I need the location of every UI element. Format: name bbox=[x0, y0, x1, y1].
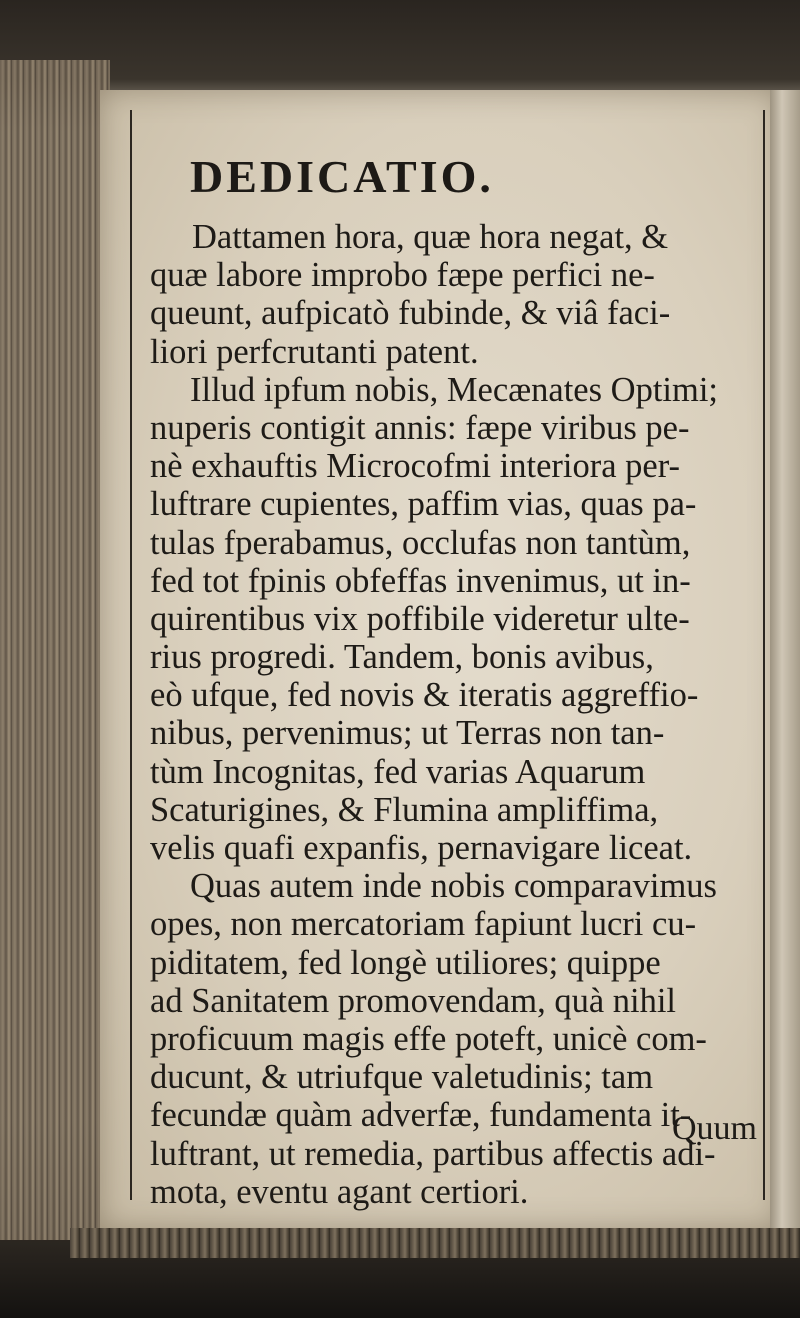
body-text bbox=[150, 218, 762, 1211]
text-line: ad Sanitatem promovendam, quà nihil bbox=[150, 981, 677, 1020]
page-bottom-edge bbox=[70, 1228, 800, 1258]
book-gutter bbox=[770, 90, 800, 1230]
text-line: nuperis contigit annis: fæpe viribus pe- bbox=[150, 408, 690, 447]
text-line: piditatem, fed longè utiliores; quippe bbox=[150, 943, 661, 982]
right-margin-rule bbox=[763, 110, 765, 1200]
text-line: Scaturigines, & Flumina ampliffima, bbox=[150, 790, 659, 829]
text-line: quæ labore improbo fæpe perfici ne- bbox=[150, 256, 655, 295]
text-line: opes, non mercatoriam fapiunt lucri cu- bbox=[150, 905, 697, 944]
text-line: ducunt, & utriufque valetudinis; tam bbox=[150, 1058, 654, 1097]
text-line: mota, eventu agant certiori. bbox=[150, 1172, 529, 1211]
text-line: nibus, pervenimus; ut Terras non tan- bbox=[150, 714, 665, 753]
text-line: eò ufque, fed novis & iteratis aggreffio- bbox=[150, 676, 699, 715]
text-line: nè exhauftis Microcofmi interiora per- bbox=[150, 447, 681, 486]
left-margin-rule bbox=[130, 110, 132, 1200]
text-line: fed tot fpinis obfeffas invenimus, ut in- bbox=[150, 561, 691, 600]
book-page-edges bbox=[0, 60, 110, 1240]
text-line: luftrant, ut remedia, partibus affectis adi- bbox=[150, 1134, 716, 1173]
text-line: fecundæ quàm adverfæ, fundamenta it- bbox=[150, 1096, 692, 1135]
text-line: proficuum magis effe poteft, unicè com- bbox=[150, 1019, 707, 1058]
page-heading: DEDICATIO. bbox=[190, 151, 494, 202]
text-line: Quas autem inde nobis comparavimus bbox=[190, 867, 717, 906]
text-line: luftrare cupientes, paffim vias, quas pa- bbox=[150, 485, 697, 524]
text-line: rius progredi. Tandem, bonis avibus, bbox=[150, 638, 654, 677]
text-line: Dattamen hora, quæ hora negat, & bbox=[192, 218, 669, 256]
text-line: queunt, aufpicatò fubinde, & viâ faci- bbox=[150, 294, 671, 333]
text-line: quirentibus vix poffibile videretur ulte- bbox=[150, 599, 690, 638]
text-line: tulas fperabamus, occlufas non tantùm, bbox=[150, 523, 691, 562]
text-line: Illud ipfum nobis, Mecænates Optimi; bbox=[190, 370, 718, 409]
text-line: tùm Incognitas, fed varias Aquarum bbox=[150, 752, 646, 791]
text-line: liori perfcrutanti patent. bbox=[150, 332, 479, 371]
catchword: Quum bbox=[672, 1110, 757, 1147]
text-line: velis quafi expanfis, pernavigare liceat. bbox=[150, 829, 693, 867]
